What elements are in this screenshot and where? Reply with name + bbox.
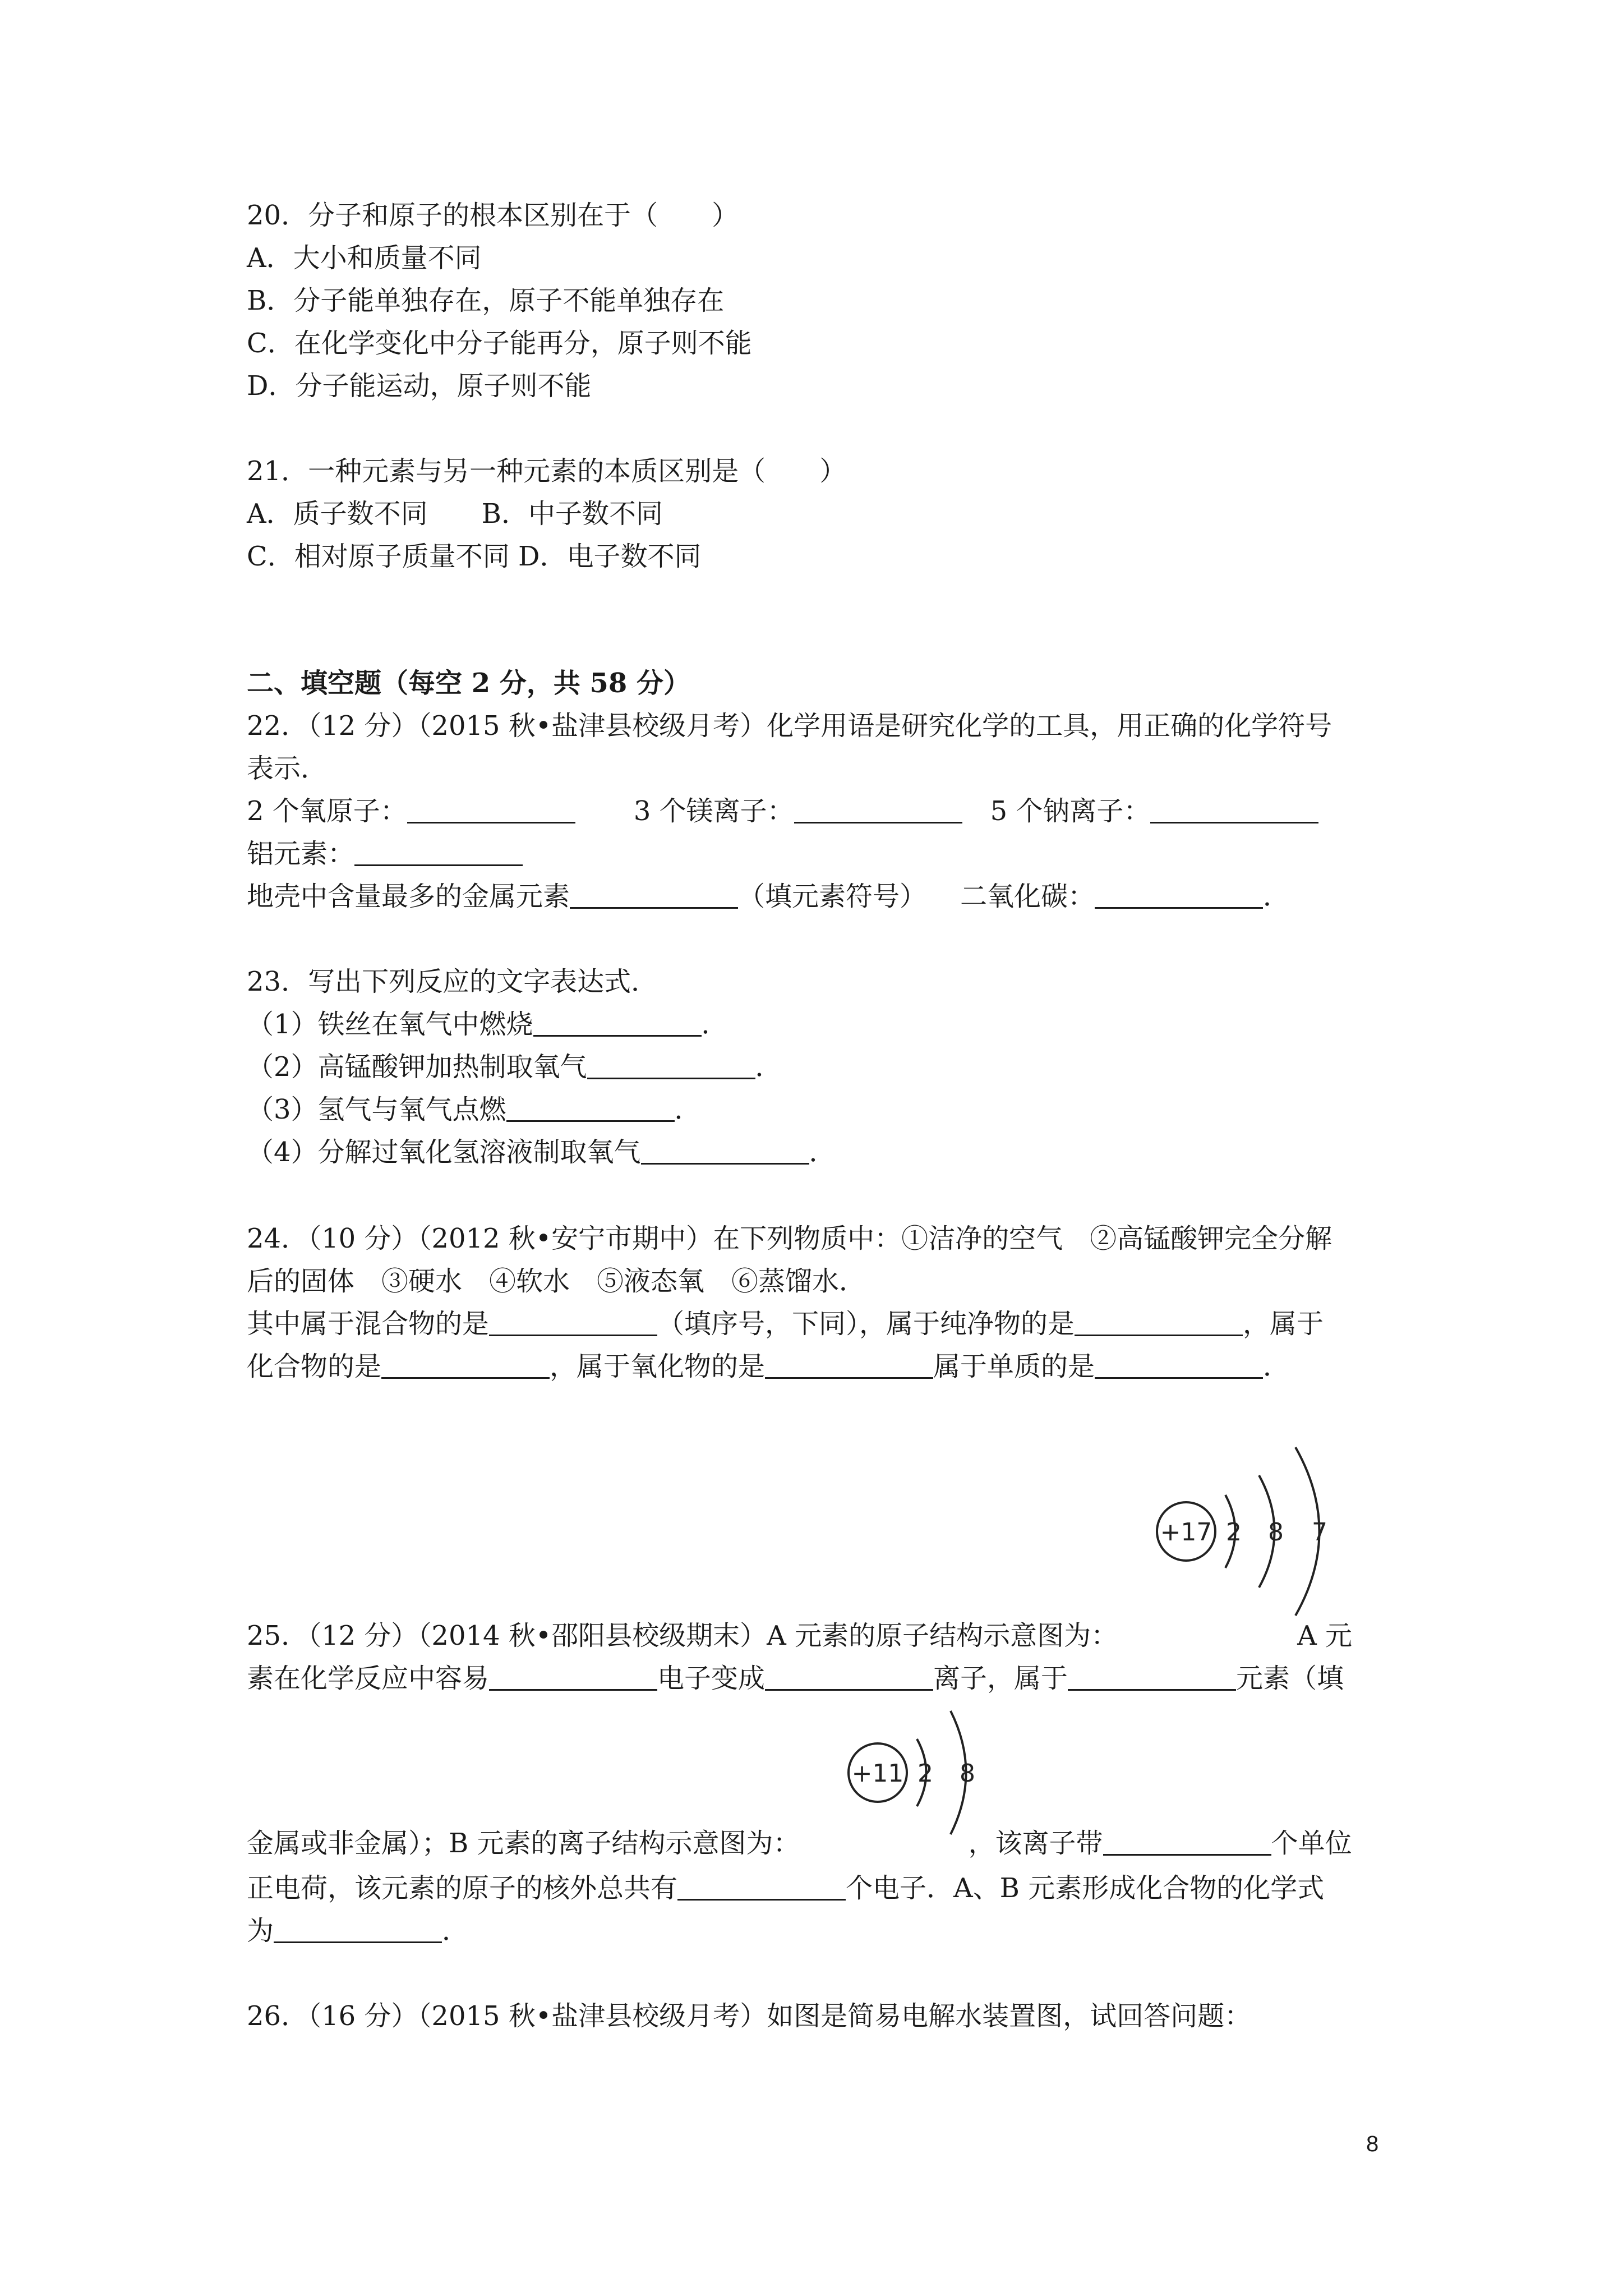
q24-blank-mixture[interactable] — [489, 1310, 657, 1336]
q24-end: ． — [1263, 1351, 1290, 1382]
q22-item6-label: 二氧化碳： — [960, 881, 1095, 912]
q23-item1 — [247, 1007, 728, 1041]
q25-row2-tail: 元素（填 — [1236, 1663, 1344, 1694]
q25-row3 — [247, 1826, 1352, 1860]
q22-stem-cont: 表示． — [247, 753, 328, 784]
q23-item2-end: ． — [755, 1051, 782, 1083]
shell-count-a2: 8 — [1268, 1518, 1284, 1547]
q25-b-diagram-label: 金属或非金属）；B 元素的离子结构示意图为： — [247, 1828, 800, 1859]
q25-stem: 25．（12 分）（2014 秋•邵阳县校级期末）A 元素的原子结构示意图为： — [247, 1620, 1118, 1651]
q24-blank-pure[interactable] — [1075, 1310, 1243, 1336]
q24-blank-compound[interactable] — [381, 1352, 550, 1379]
q24-row1-tail: ，属于 — [1243, 1308, 1324, 1340]
shell-count-a3: 7 — [1312, 1518, 1327, 1547]
q25-become-label: 电子变成 — [657, 1663, 766, 1694]
q22-item5-label: 地壳中含量最多的金属元素 — [247, 881, 570, 912]
q22-blank4[interactable] — [354, 840, 523, 866]
q23-blank4[interactable] — [641, 1138, 809, 1165]
q23-item3-label: （3）氢气与氧气点燃 — [247, 1094, 506, 1125]
q25-electron-label: 正电荷，该元素的原子的核外总共有 — [247, 1872, 678, 1904]
q25-easily-label: 素在化学反应中容易 — [247, 1663, 490, 1694]
q22-row2 — [247, 837, 523, 871]
q22-blank3[interactable] — [1150, 797, 1318, 823]
q23-blank1[interactable] — [533, 1010, 702, 1037]
q22-end: ． — [1263, 881, 1290, 912]
q26-stem: 26．（16 分）（2015 秋•盐津县校级月考）如图是简易电解水装置图，试回答问题： — [247, 2000, 1252, 2032]
q20-option-b: B．分子能单独存在，原子不能单独存在 — [247, 285, 725, 316]
q22-row1 — [247, 794, 1318, 828]
q23-item4 — [247, 1135, 836, 1169]
q21-stem: 21．一种元素与另一种元素的本质区别是（ ） — [247, 455, 847, 487]
q24-blank-element[interactable] — [1095, 1352, 1263, 1379]
shell-count-a1: 2 — [1226, 1518, 1242, 1547]
q22-stem: 22．（12 分）（2015 秋•盐津县校级月考）化学用语是研究化学的工具，用正确的化学符号 — [247, 710, 1332, 742]
q23-item2-label: （2）高锰酸钾加热制取氧气 — [247, 1051, 587, 1083]
q25-row3-tail: 个单位 — [1271, 1828, 1352, 1859]
q20-option-d: D．分子能运动，原子则不能 — [247, 370, 592, 402]
q22-item1-label: 2 个氧原子： — [247, 795, 407, 827]
q21-options-ab: A．质子数不同 B．中子数不同 — [247, 498, 663, 530]
q20-stem: 20．分子和原子的根本区别在于（ ） — [247, 200, 739, 231]
q25-blank-ion-type[interactable] — [765, 1664, 933, 1691]
q22-blank6[interactable] — [1095, 882, 1263, 909]
q25-charge-label: ，该离子带 — [968, 1828, 1103, 1859]
q25-row1 — [247, 1619, 1352, 1653]
q22-item5-note: （填元素符号） — [738, 881, 927, 912]
q22-blank2[interactable] — [794, 797, 962, 823]
q23-blank2[interactable] — [587, 1053, 755, 1079]
shell-count-b2: 8 — [960, 1759, 975, 1788]
q25-end: ． — [442, 1915, 469, 1947]
q25-blank-charge[interactable] — [1103, 1829, 1271, 1856]
q23-stem: 23．写出下列反应的文字表达式． — [247, 966, 658, 997]
q25-blank-electrons[interactable] — [677, 1874, 846, 1901]
q23-blank3[interactable] — [506, 1096, 675, 1122]
q23-item3-end: ． — [674, 1094, 702, 1125]
q24-blank-oxide[interactable] — [765, 1352, 933, 1379]
q25-row4 — [247, 1871, 1324, 1905]
q24-pure-label: （填序号，下同），属于纯净物的是 — [657, 1308, 1075, 1340]
shell-count-b1: 2 — [917, 1759, 933, 1788]
q23-item1-label: （1）铁丝在氧气中燃烧 — [247, 1009, 533, 1040]
q25-row5 — [247, 1914, 469, 1948]
q24-stem: 24．（10 分）（2012 秋•安宁市期中）在下列物质中：①洁净的空气 ②高锰酸钾完全分解 — [247, 1223, 1332, 1254]
q24-row1 — [247, 1307, 1324, 1341]
q23-item2 — [247, 1050, 782, 1084]
atom-structure-diagram-a — [1150, 1436, 1352, 1649]
q22-item2-label: 3 个镁离子： — [633, 795, 794, 827]
q23-item3 — [247, 1093, 702, 1126]
q23-item1-end: ． — [701, 1009, 728, 1040]
q22-blank1[interactable] — [407, 797, 575, 823]
q23-item4-label: （4）分解过氧化氢溶液制取氧气 — [247, 1137, 641, 1168]
q25-blank-element-type[interactable] — [1068, 1664, 1236, 1691]
q25-blank-gain-lose[interactable] — [489, 1664, 657, 1691]
q25-belongs-label: 离子，属于 — [933, 1663, 1068, 1694]
q24-oxide-label: ，属于氧化物的是 — [550, 1351, 766, 1382]
q20-option-c: C．在化学变化中分子能再分，原子则不能 — [247, 328, 752, 359]
q22-item3-label: 5 个钠离子： — [990, 795, 1151, 827]
q25-formula-label: 个电子．A、B 元素形成化合物的化学式 — [846, 1872, 1325, 1904]
section-heading: 二、填空题（每空 2 分，共 58 分） — [247, 668, 691, 699]
q24-row2 — [247, 1350, 1290, 1383]
q22-blank5[interactable] — [570, 882, 738, 909]
nucleus-charge-b: +11 — [851, 1759, 904, 1788]
q24-element-label: 属于单质的是 — [933, 1351, 1095, 1382]
q20-option-a: A．大小和质量不同 — [247, 242, 482, 274]
q23-item4-end: ． — [809, 1137, 836, 1168]
q22-row3 — [247, 880, 1290, 913]
q25-row1-tail: A 元 — [1297, 1620, 1353, 1651]
q21-options-cd: C．相对原子质量不同 D．电子数不同 — [247, 541, 702, 572]
q24-compound-label: 化合物的是 — [247, 1351, 382, 1382]
nucleus-charge-a: +17 — [1160, 1518, 1212, 1547]
q25-row2 — [247, 1662, 1344, 1695]
page-number: 8 — [1366, 2132, 1379, 2156]
q24-stem-cont: 后的固体 ③硬水 ④软水 ⑤液态氧 ⑥蒸馏水． — [247, 1266, 866, 1297]
q24-mixture-label: 其中属于混合物的是 — [247, 1308, 490, 1340]
q25-blank-formula[interactable] — [274, 1917, 442, 1943]
q25-formula-prefix: 为 — [247, 1915, 274, 1947]
q22-item4-label: 铝元素： — [247, 838, 355, 869]
